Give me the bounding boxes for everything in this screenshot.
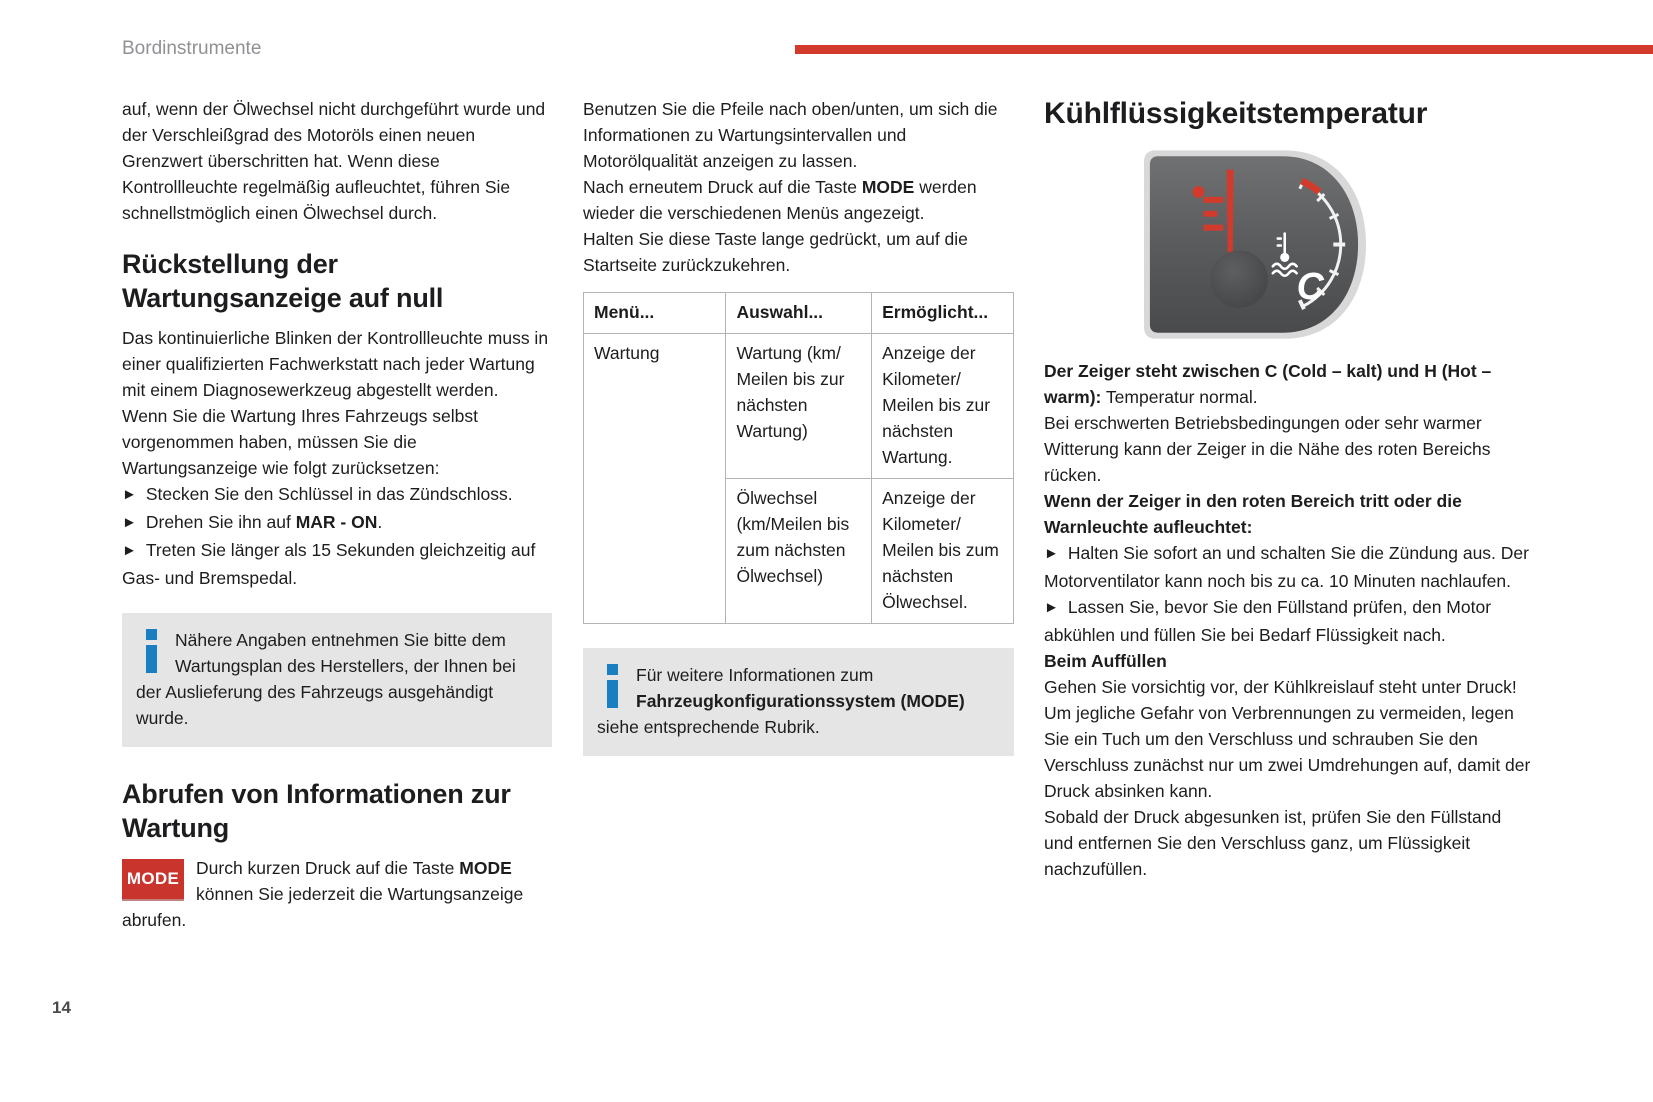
cell-menu-wartung: Wartung bbox=[584, 334, 726, 624]
table-header-row bbox=[584, 293, 1014, 334]
page-number: 14 bbox=[52, 998, 71, 1017]
cell-auswahl-wartung: Wartung (km/ Meilen bis zur nächsten Wartung) bbox=[726, 334, 872, 479]
mode-key-label: MODE bbox=[459, 858, 512, 878]
column-middle bbox=[583, 96, 1014, 756]
arrow-bullet-icon: ► bbox=[122, 542, 137, 559]
column-left bbox=[122, 96, 552, 933]
cell-ermoeglicht-wartung: Anzeige der Kilometer/ Meilen bis zur nächsten Wartung. bbox=[872, 334, 1014, 479]
info-box-mode-system: Für weitere Informationen zum Fahrzeugkonfigurationssystem (MODE) siehe entsprechende Rubrik. bbox=[583, 648, 1014, 756]
arrow-bullet-icon: ► bbox=[122, 514, 137, 531]
step-stop-engine bbox=[1044, 540, 1534, 594]
table-header-auswahl: Auswahl... bbox=[726, 293, 872, 334]
step-text: Drehen Sie ihn auf bbox=[145, 512, 296, 532]
paragraph-red-zone-warning: Wenn der Zeiger in den roten Bereich tritt oder die Warnleuchte aufleuchtet: bbox=[1044, 491, 1462, 537]
cell-auswahl-oelwechsel: Ölwechsel (km/Meilen bis zum nächsten Ölwechsel) bbox=[726, 479, 872, 624]
coolant-gauge-illustration bbox=[1140, 148, 1368, 342]
paragraph-self-service: Wenn Sie die Wartung Ihres Fahrzeugs selbst vorgenommen haben, müssen Sie die Wartungsanzeige wie folgt zurücksetzen: bbox=[122, 406, 479, 478]
subheading-refilling: Beim Auffüllen bbox=[1044, 651, 1167, 671]
step-let-cool bbox=[1044, 594, 1534, 648]
paragraph-hard-conditions: Bei erschwerten Betriebsbedingungen oder sehr warmer Witterung kann der Zeiger in die Nähe des roten Bereichs rücken. bbox=[1044, 413, 1491, 485]
paragraph-mode-press: Nach erneutem Druck auf die Taste MODE werden wieder die verschiedenen Menüs angezeigt. bbox=[583, 177, 977, 223]
arrow-bullet-icon: ► bbox=[1044, 599, 1059, 616]
paragraph-blinking-light: Das kontinuierliche Blinken der Kontrollleuchte muss in einer qualifizierten Fachwerkstatt nach jeder Wartung mit einem Diagnosewerkzeug abgestellt werden. bbox=[122, 328, 549, 400]
paragraph-mode-button: MODE Durch kurzen Druck auf die Taste MODE können Sie jederzeit die Wartungsanzeige abrufen. bbox=[122, 858, 524, 930]
paragraph-oil-change: auf, wenn der Ölwechsel nicht durchgeführt wurde und der Verschleißgrad des Motoröls einen neuen Grenzwert überschritten hat. Wenn diese Kontrollleuchte regelmäßig aufleuchtet, führen Sie schnellstmöglich einen Ölwechsel durch. bbox=[122, 99, 546, 223]
mode-key-label: MODE bbox=[861, 177, 915, 197]
info-icon bbox=[144, 629, 159, 673]
gauge-knob bbox=[1210, 250, 1267, 307]
paragraph-temperature-normal: Der Zeiger steht zwischen C (Cold – kalt) und H (Hot – warm): Temperatur normal. bbox=[1044, 361, 1492, 407]
step-text: Lassen Sie, bevor Sie den Füllstand prüfen, den Motor abkühlen und füllen Sie bei Bedarf Flüssigkeit nach. bbox=[1044, 597, 1492, 645]
column-right bbox=[1044, 96, 1534, 882]
paragraph-hold-button: Halten Sie diese Taste lange gedrückt, um auf die Startseite zurückzukehren. bbox=[583, 229, 968, 275]
table-header-menu: Menü... bbox=[584, 293, 726, 334]
step-insert-key bbox=[122, 481, 552, 509]
paragraph-burn-danger: Um jegliche Gefahr von Verbrennungen zu vermeiden, legen Sie ein Tuch um den Verschluss und schrauben Sie den Verschluss zunächst nur um zwei Umdrehungen auf, damit der Druck absinken kann. bbox=[1044, 703, 1531, 801]
cell-ermoeglicht-oelwechsel: Anzeige der Kilometer/ Meilen bis zum nächsten Ölwechsel. bbox=[872, 479, 1014, 624]
key-position-label: MAR - ON bbox=[295, 512, 378, 532]
step-text: Halten Sie sofort an und schalten Sie die Zündung aus. Der Motorventilator kann noch bis zu ca. 10 Minuten nachlaufen. bbox=[1044, 543, 1529, 591]
table-header-ermoeglicht: Ermöglicht... bbox=[872, 293, 1014, 334]
mode-system-label: Fahrzeugkonfigurationssystem (MODE) bbox=[636, 691, 965, 711]
gauge-panel bbox=[1150, 156, 1358, 332]
step-text: Stecken Sie den Schlüssel in das Zündschloss. bbox=[145, 484, 513, 504]
step-text: Treten Sie länger als 15 Sekunden gleichzeitig auf Gas- und Bremspedal. bbox=[122, 540, 536, 588]
mode-button-icon: MODE bbox=[122, 859, 184, 899]
heading-reset-service-indicator: Rückstellung der Wartungsanzeige auf null bbox=[122, 249, 444, 313]
info-box-maintenance-plan bbox=[122, 613, 552, 747]
needle-range-label: Der Zeiger steht zwischen C (Cold – kalt) und H (Hot – warm): bbox=[1044, 361, 1492, 407]
accent-bar bbox=[795, 45, 1653, 54]
paragraph-arrows: Benutzen Sie die Pfeile nach oben/unten, um sich die Informationen zu Wartungsintervallen und Motorölqualität anzeigen zu lassen. bbox=[583, 99, 998, 171]
service-menu-table bbox=[583, 292, 1014, 624]
table-row bbox=[584, 334, 1014, 479]
step-press-pedals bbox=[122, 537, 552, 591]
paragraph-circuit-pressure: Gehen Sie vorsichtig vor, der Kühlkreislauf steht unter Druck! bbox=[1044, 677, 1517, 697]
info-box-text: Nähere Angaben entnehmen Sie bitte dem Wartungsplan des Herstellers, der Ihnen bei der Auslieferung des Fahrzeugs ausgehändigt wurde. bbox=[136, 630, 516, 728]
arrow-bullet-icon: ► bbox=[122, 486, 137, 503]
warning-dot bbox=[1193, 186, 1205, 198]
info-icon bbox=[605, 664, 620, 708]
step-turn-key: ► Drehen Sie ihn auf MAR - ON. bbox=[122, 509, 552, 537]
heading-coolant-temperature: Kühlflüssigkeitstemperatur bbox=[1044, 97, 1428, 130]
heading-service-information: Abrufen von Informationen zur Wartung bbox=[122, 779, 511, 843]
arrow-bullet-icon: ► bbox=[1044, 545, 1059, 562]
section-title: Bordinstrumente bbox=[122, 38, 262, 59]
paragraph-pressure-released: Sobald der Druck abgesunken ist, prüfen Sie den Füllstand und entfernen Sie den Verschluss ganz, um Flüssigkeit nachzufüllen. bbox=[1044, 807, 1502, 879]
gauge-cold-label: C bbox=[1296, 265, 1324, 308]
